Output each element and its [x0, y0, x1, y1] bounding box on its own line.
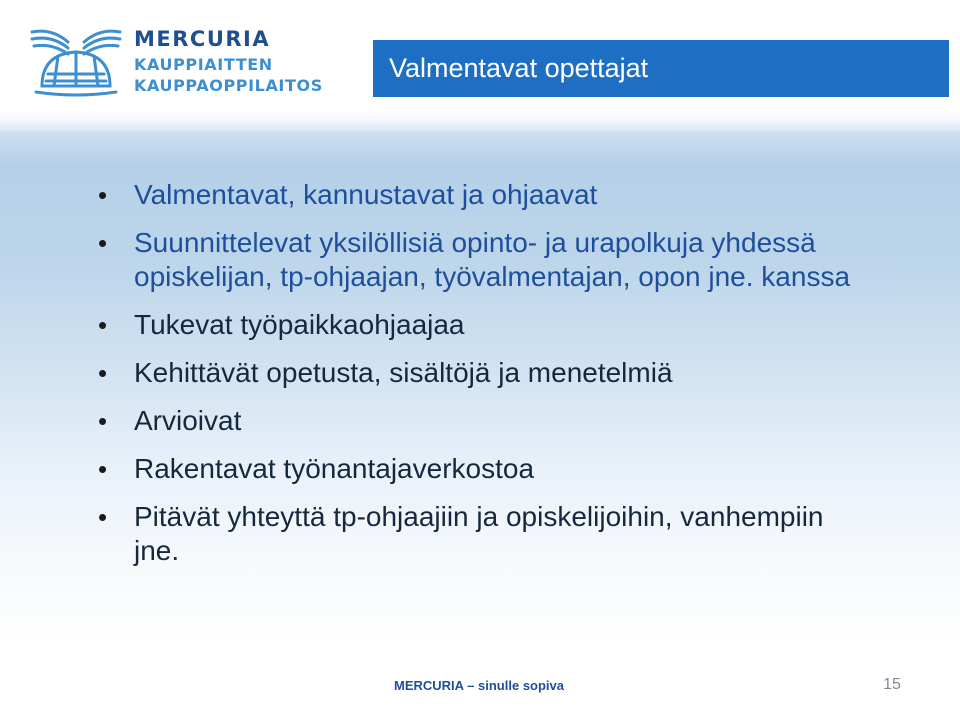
bullet-item: [94, 404, 854, 438]
bullet-text: Tukevat työpaikkaohjaajaa: [134, 309, 465, 340]
bullet-item: [94, 308, 854, 342]
mercuria-logo: [28, 24, 323, 100]
bullet-text: Arvioivat: [134, 405, 242, 436]
bullet-item: [94, 356, 854, 390]
bullet-dot-icon: •: [98, 228, 108, 258]
bullet-dot-icon: •: [98, 454, 108, 484]
bullet-text: Rakentavat työnantajaverkostoa: [134, 453, 535, 484]
bullet-dot-icon: •: [98, 180, 108, 210]
footer-tagline: MERCURIA – sinulle sopiva: [377, 671, 581, 701]
bullet-text: Pitävät yhteyttä tp-ohjaajiin ja opiskelijoihin, vanhempiin jne.: [134, 501, 824, 566]
bullet-text: Suunnittelevat yksilöllisiä opinto- ja urapolkuja yhdessä opiskelijan, tp-ohjaajan, työvalmentajan, opon jne. kanssa: [134, 227, 851, 292]
bullet-text: Kehittävät opetusta, sisältöjä ja menetelmiä: [134, 357, 673, 388]
logo-name: MERCURIA: [134, 27, 271, 51]
logo-subtitle-line1: KAUPPIAITTEN: [134, 55, 273, 74]
bullet-item: [94, 226, 854, 294]
bullet-dot-icon: •: [98, 406, 108, 436]
bullet-text: Valmentavat, kannustavat ja ohjaavat: [134, 179, 598, 210]
winged-helmet-logo-icon: [28, 24, 124, 100]
slide-title: Valmentavat opettajat: [373, 40, 949, 97]
page-number: 15: [883, 676, 901, 693]
bullet-list: [94, 178, 854, 582]
logo-subtitle-line2: KAUPPAOPPILAITOS: [134, 76, 323, 95]
bullet-item: [94, 452, 854, 486]
bullet-dot-icon: •: [98, 310, 108, 340]
bullet-item: [94, 500, 854, 568]
bullet-item: [94, 178, 854, 212]
bullet-dot-icon: •: [98, 502, 108, 532]
header-strip: [0, 110, 960, 132]
bullet-dot-icon: •: [98, 358, 108, 388]
